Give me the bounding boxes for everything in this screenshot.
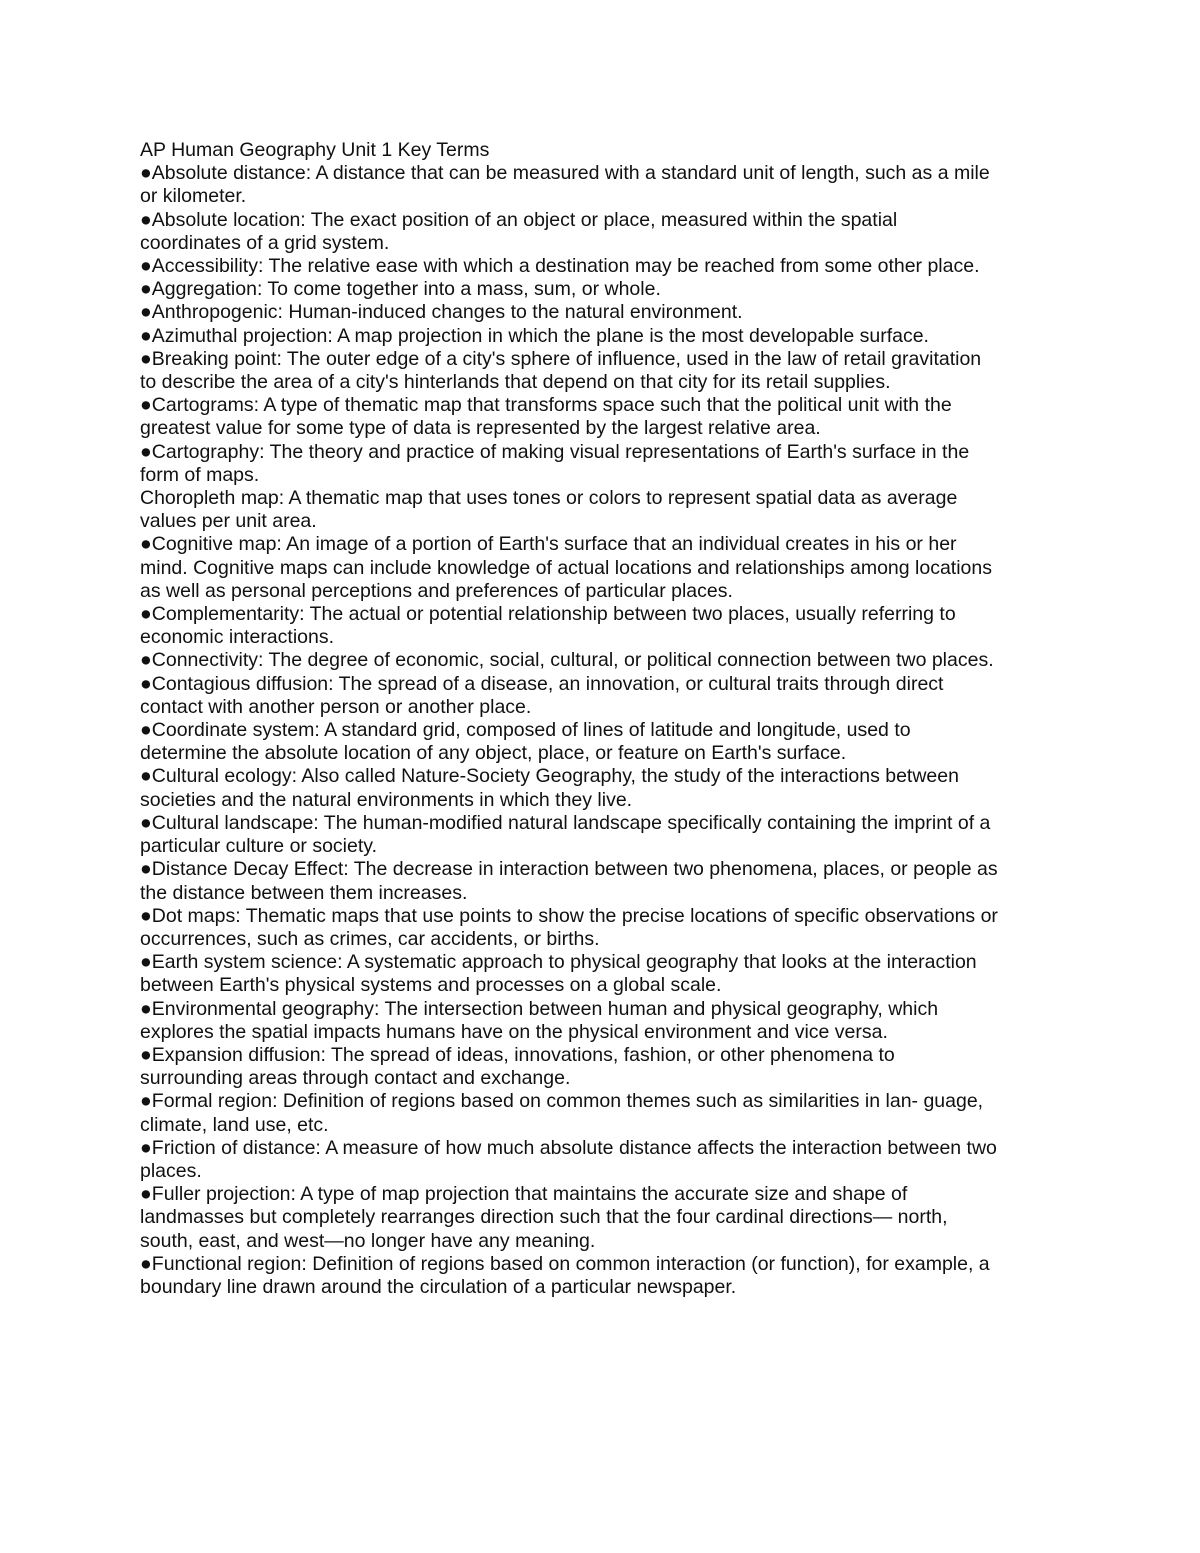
term-definition: Expansion diffusion: The spread of ideas, innovations, fashion, or other phenomena to surrounding areas through contact and exchange. bbox=[140, 1043, 895, 1090]
term-definition: Formal region: Definition of regions based on common themes such as similarities in lan- guage, climate, land use, etc. bbox=[140, 1090, 984, 1136]
term-entry bbox=[140, 325, 1000, 348]
bullet-icon: ● bbox=[140, 394, 152, 417]
term-definition: Coordinate system: A standard grid, composed of lines of latitude and longitude, used to determine the absolute location of any object, place, or feature on Earth's surface. bbox=[140, 719, 911, 765]
term-entry bbox=[140, 649, 1000, 672]
bullet-icon: ● bbox=[140, 858, 152, 881]
term-entry bbox=[140, 951, 1000, 997]
term-definition: Cartograms: A type of thematic map that transforms space such that the political unit with the greatest value for some type of data is represented by the largest relative area. bbox=[140, 394, 952, 440]
term-entry bbox=[140, 719, 1000, 765]
bullet-icon: ● bbox=[140, 347, 152, 370]
term-entry bbox=[140, 301, 1000, 324]
term-entry bbox=[140, 441, 1000, 487]
term-entry bbox=[140, 812, 1000, 858]
term-entry bbox=[140, 278, 1000, 301]
term-definition: Accessibility: The relative ease with which a destination may be reached from some other place. bbox=[151, 255, 980, 278]
bullet-icon: ● bbox=[140, 765, 152, 788]
term-entry bbox=[140, 673, 1000, 719]
bullet-icon: ● bbox=[140, 324, 152, 347]
term-definition: Cognitive map: An image of a portion of Earth's surface that an individual creates in his or her mind. Cognitive maps can include knowledge of actual locations and relationships among locations as well as personal perceptions and preferences of particular places. bbox=[140, 533, 993, 602]
bullet-icon: ● bbox=[140, 603, 152, 626]
term-entry bbox=[140, 487, 1000, 533]
term-definition: Dot maps: Thematic maps that use points to show the precise locations of specific observations or occurrences, such as crimes, car accidents, or births. bbox=[140, 904, 998, 950]
term-definition: Cartography: The theory and practice of making visual representations of Earth's surface in the form of maps. bbox=[140, 440, 970, 486]
term-entry bbox=[140, 765, 1000, 811]
term-entry bbox=[140, 394, 1000, 440]
bullet-icon: ● bbox=[140, 533, 152, 556]
bullet-icon: ● bbox=[140, 1136, 152, 1159]
bullet-icon: ● bbox=[140, 208, 152, 231]
term-entry bbox=[140, 348, 1000, 394]
bullet-icon: ● bbox=[140, 672, 152, 695]
bullet-icon: ● bbox=[140, 997, 152, 1020]
term-entry bbox=[140, 162, 1000, 208]
term-definition: Anthropogenic: Human-induced changes to the natural environment. bbox=[151, 301, 743, 324]
term-entry bbox=[140, 998, 1000, 1044]
term-definition: Functional region: Definition of regions based on common interaction (or function), for example, a boundary line drawn around the circulation of a particular newspaper. bbox=[140, 1252, 990, 1298]
bullet-icon: ● bbox=[140, 904, 152, 927]
bullet-icon: ● bbox=[140, 162, 152, 185]
bullet-icon: ● bbox=[140, 1252, 152, 1275]
term-definition: Earth system science: A systematic approach to physical geography that looks at the interaction between Earth's physical systems and processes on a global scale. bbox=[140, 951, 977, 997]
term-entry bbox=[140, 209, 1000, 255]
document-page bbox=[140, 139, 1000, 1299]
term-definition: Connectivity: The degree of economic, social, cultural, or political connection between two places. bbox=[151, 649, 994, 672]
term-entry bbox=[140, 1137, 1000, 1183]
term-definition: Absolute distance: A distance that can be measured with a standard unit of length, such as a mile or kilometer. bbox=[140, 162, 990, 208]
key-terms-list bbox=[140, 162, 1000, 1299]
bullet-icon: ● bbox=[140, 1183, 152, 1206]
term-definition: Azimuthal projection: A map projection in which the plane is the most developable surface. bbox=[151, 324, 929, 347]
term-entry bbox=[140, 1183, 1000, 1253]
term-entry bbox=[140, 1253, 1000, 1299]
term-definition: Contagious diffusion: The spread of a disease, an innovation, or cultural traits through direct contact with another person or another place. bbox=[140, 672, 944, 718]
term-definition: Aggregation: To come together into a mass, sum, or whole. bbox=[151, 278, 661, 301]
bullet-icon: ● bbox=[140, 301, 152, 324]
term-definition: Fuller projection: A type of map projection that maintains the accurate size and shape of landmasses but completely rearranges direction such that the four cardinal directions— north, south, east, and west—no longer have any meaning. bbox=[140, 1183, 948, 1252]
bullet-icon: ● bbox=[140, 255, 152, 278]
bullet-icon: ● bbox=[140, 1090, 152, 1113]
term-definition: Complementarity: The actual or potential relationship between two places, usually referring to economic interactions. bbox=[140, 603, 956, 649]
term-definition: Environmental geography: The intersection between human and physical geography, which explores the spatial impacts humans have on the physical environment and vice versa. bbox=[140, 997, 939, 1043]
bullet-icon: ● bbox=[140, 719, 152, 742]
term-entry bbox=[140, 905, 1000, 951]
bullet-icon: ● bbox=[140, 811, 152, 834]
term-definition: Breaking point: The outer edge of a city's sphere of influence, used in the law of retail gravitation to describe the area of a city's hinterlands that depend on that city for its retail supplies. bbox=[140, 347, 982, 394]
term-entry bbox=[140, 255, 1000, 278]
term-entry bbox=[140, 858, 1000, 904]
bullet-icon: ● bbox=[140, 951, 152, 974]
term-definition: Choropleth map: A thematic map that uses tones or colors to represent spatial data as average values per unit area. bbox=[140, 487, 958, 533]
bullet-icon: ● bbox=[140, 1043, 152, 1066]
term-definition: Cultural ecology: Also called Nature-Society Geography, the study of the interactions between societies and the natural environments in which they live. bbox=[140, 765, 959, 811]
term-entry bbox=[140, 1044, 1000, 1090]
term-definition: Distance Decay Effect: The decrease in interaction between two phenomena, places, or people as the distance between them increases. bbox=[140, 858, 998, 904]
term-entry bbox=[140, 603, 1000, 649]
bullet-icon: ● bbox=[140, 649, 152, 672]
document-title: AP Human Geography Unit 1 Key Terms bbox=[140, 139, 490, 161]
term-definition: Absolute location: The exact position of an object or place, measured within the spatial coordinates of a grid system. bbox=[140, 208, 898, 254]
term-definition: Friction of distance: A measure of how much absolute distance affects the interaction between two places. bbox=[140, 1136, 997, 1182]
bullet-icon: ● bbox=[140, 440, 152, 463]
term-definition: Cultural landscape: The human-modified natural landscape specifically containing the imprint of a particular culture or society. bbox=[140, 811, 991, 858]
term-entry bbox=[140, 533, 1000, 603]
term-entry bbox=[140, 1090, 1000, 1136]
bullet-icon: ● bbox=[140, 278, 152, 301]
